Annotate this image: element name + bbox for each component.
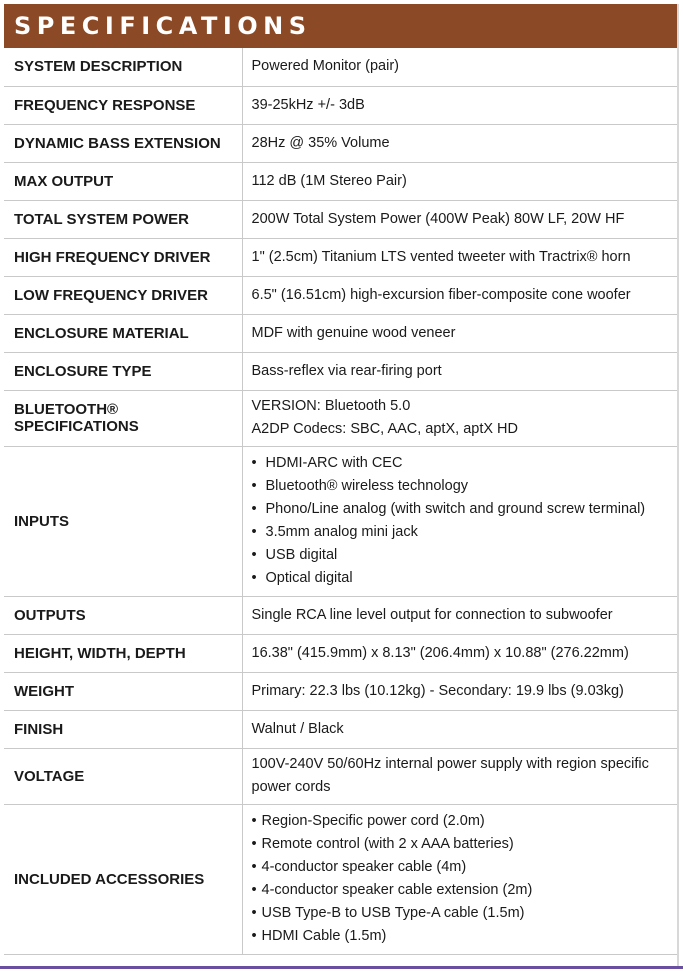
bullet-icon: •: [251, 501, 257, 517]
bullet-item: [252, 475, 674, 498]
spec-value-line: MDF with genuine wood veneer: [251, 324, 456, 341]
spec-row: [4, 86, 677, 124]
spec-label: INCLUDED ACCESSORIES: [4, 804, 242, 954]
spec-row: [4, 748, 677, 804]
spec-value: [242, 390, 677, 446]
spec-row: [4, 162, 677, 200]
spec-row: [4, 672, 677, 710]
spec-label: ENCLOSURE TYPE: [4, 352, 242, 390]
spec-row: [4, 276, 677, 314]
bullet-text: Region-Specific power cord (2.0m): [261, 813, 485, 829]
spec-value: [242, 804, 677, 954]
spec-label: VOLTAGE: [4, 748, 242, 804]
bullet-item: [252, 902, 674, 925]
spec-value-line: 1" (2.5cm) Titanium LTS vented tweeter with Tractrix® horn: [251, 248, 631, 265]
spec-row: [4, 124, 677, 162]
spec-value-line: 16.38" (415.9mm) x 8.13" (206.4mm) x 10.88" (276.22mm): [251, 644, 629, 661]
bullet-text: USB Type-B to USB Type-A cable (1.5m): [261, 905, 525, 921]
bullet-icon: •: [251, 928, 257, 944]
spec-label: TOTAL SYSTEM POWER: [4, 200, 242, 238]
bullet-item: [252, 567, 674, 590]
spec-row: [4, 446, 677, 596]
bullet-item: [252, 498, 674, 521]
spec-value: [242, 672, 677, 710]
spec-value-line: 6.5" (16.51cm) high-excursion fiber-composite cone woofer: [251, 286, 631, 303]
spec-row: [4, 314, 677, 352]
bullet-text: Optical digital: [265, 570, 353, 586]
spec-value-line: 39-25kHz +/- 3dB: [251, 96, 365, 113]
bullet-item: [252, 452, 674, 475]
spec-value: [242, 710, 677, 748]
spec-value: [242, 596, 677, 634]
spec-label: MAX OUTPUT: [4, 162, 242, 200]
right-edge-rule: [677, 4, 679, 966]
spec-row: [4, 48, 677, 86]
bullet-item: [252, 925, 674, 948]
bullet-icon: •: [251, 882, 257, 898]
bullet-icon: •: [251, 905, 257, 921]
bullet-item: [252, 521, 674, 544]
bullet-icon: •: [251, 455, 257, 471]
spec-row: [4, 804, 677, 954]
spec-value: [242, 634, 677, 672]
spec-value: [242, 238, 677, 276]
spec-label: INPUTS: [4, 446, 242, 596]
spec-value-line: A2DP Codecs: SBC, AAC, aptX, aptX HD: [251, 421, 518, 437]
bullet-text: Phono/Line analog (with switch and ground screw terminal): [265, 501, 646, 517]
bullet-icon: •: [251, 813, 257, 829]
spec-row: [4, 634, 677, 672]
bullet-item: [252, 544, 674, 567]
bullet-item: [252, 856, 674, 879]
spec-row: [4, 710, 677, 748]
spec-value-line: Single RCA line level output for connection to subwoofer: [251, 606, 613, 623]
bullet-icon: •: [251, 547, 257, 563]
bottom-rule: [0, 966, 683, 969]
bullet-item: [252, 833, 674, 856]
spec-sheet: [4, 4, 677, 955]
bullet-icon: •: [251, 836, 257, 852]
bullet-text: HDMI Cable (1.5m): [261, 928, 387, 944]
bullet-item: [252, 810, 674, 833]
spec-label: SYSTEM DESCRIPTION: [4, 48, 242, 86]
spec-value: [242, 200, 677, 238]
spec-label: FREQUENCY RESPONSE: [4, 86, 242, 124]
spec-label: BLUETOOTH® SPECIFICATIONS: [4, 390, 242, 446]
bullet-text: USB digital: [265, 547, 338, 563]
spec-value-line: Powered Monitor (pair): [251, 58, 399, 75]
spec-label: OUTPUTS: [4, 596, 242, 634]
spec-label: FINISH: [4, 710, 242, 748]
spec-table: [4, 48, 677, 955]
spec-value-line: Walnut / Black: [251, 720, 344, 737]
bullet-icon: •: [251, 570, 257, 586]
spec-value-line: power cords: [251, 779, 331, 795]
spec-label: DYNAMIC BASS EXTENSION: [4, 124, 242, 162]
spec-value-line: 112 dB (1M Stereo Pair): [251, 172, 407, 189]
spec-label: ENCLOSURE MATERIAL: [4, 314, 242, 352]
bullet-text: Remote control (with 2 x AAA batteries): [261, 836, 514, 852]
spec-label: HIGH FREQUENCY DRIVER: [4, 238, 242, 276]
spec-value: [242, 86, 677, 124]
bullet-text: Bluetooth® wireless technology: [265, 478, 469, 494]
bullet-text: 3.5mm analog mini jack: [265, 524, 418, 540]
spec-value: [242, 748, 677, 804]
spec-row: [4, 596, 677, 634]
spec-value-line: 100V-240V 50/60Hz internal power supply with region specific: [251, 756, 649, 772]
bullet-text: 4-conductor speaker cable extension (2m): [261, 882, 533, 898]
spec-row: [4, 200, 677, 238]
spec-value: [242, 314, 677, 352]
spec-label: WEIGHT: [4, 672, 242, 710]
spec-label: HEIGHT, WIDTH, DEPTH: [4, 634, 242, 672]
bullet-text: 4-conductor speaker cable (4m): [261, 859, 467, 875]
spec-value: [242, 124, 677, 162]
spec-row: [4, 352, 677, 390]
spec-value-line: Primary: 22.3 lbs (10.12kg) - Secondary: 19.9 lbs (9.03kg): [251, 682, 624, 699]
spec-value: [242, 352, 677, 390]
spec-row: [4, 390, 677, 446]
spec-value: [242, 162, 677, 200]
spec-title: SPECIFICATIONS: [4, 4, 677, 48]
bullet-icon: •: [251, 478, 257, 494]
spec-value: [242, 276, 677, 314]
spec-value-line: VERSION: Bluetooth 5.0: [251, 398, 411, 414]
spec-value: [242, 48, 677, 86]
bullet-item: [252, 879, 674, 902]
spec-value-line: 28Hz @ 35% Volume: [251, 134, 390, 151]
spec-label: LOW FREQUENCY DRIVER: [4, 276, 242, 314]
spec-row: [4, 238, 677, 276]
bullet-icon: •: [251, 524, 257, 540]
spec-value: [242, 446, 677, 596]
spec-value-line: Bass-reflex via rear-firing port: [251, 362, 442, 379]
spec-value-line: 200W Total System Power (400W Peak) 80W LF, 20W HF: [251, 210, 625, 227]
bullet-icon: •: [251, 859, 257, 875]
bullet-text: HDMI-ARC with CEC: [265, 455, 403, 471]
